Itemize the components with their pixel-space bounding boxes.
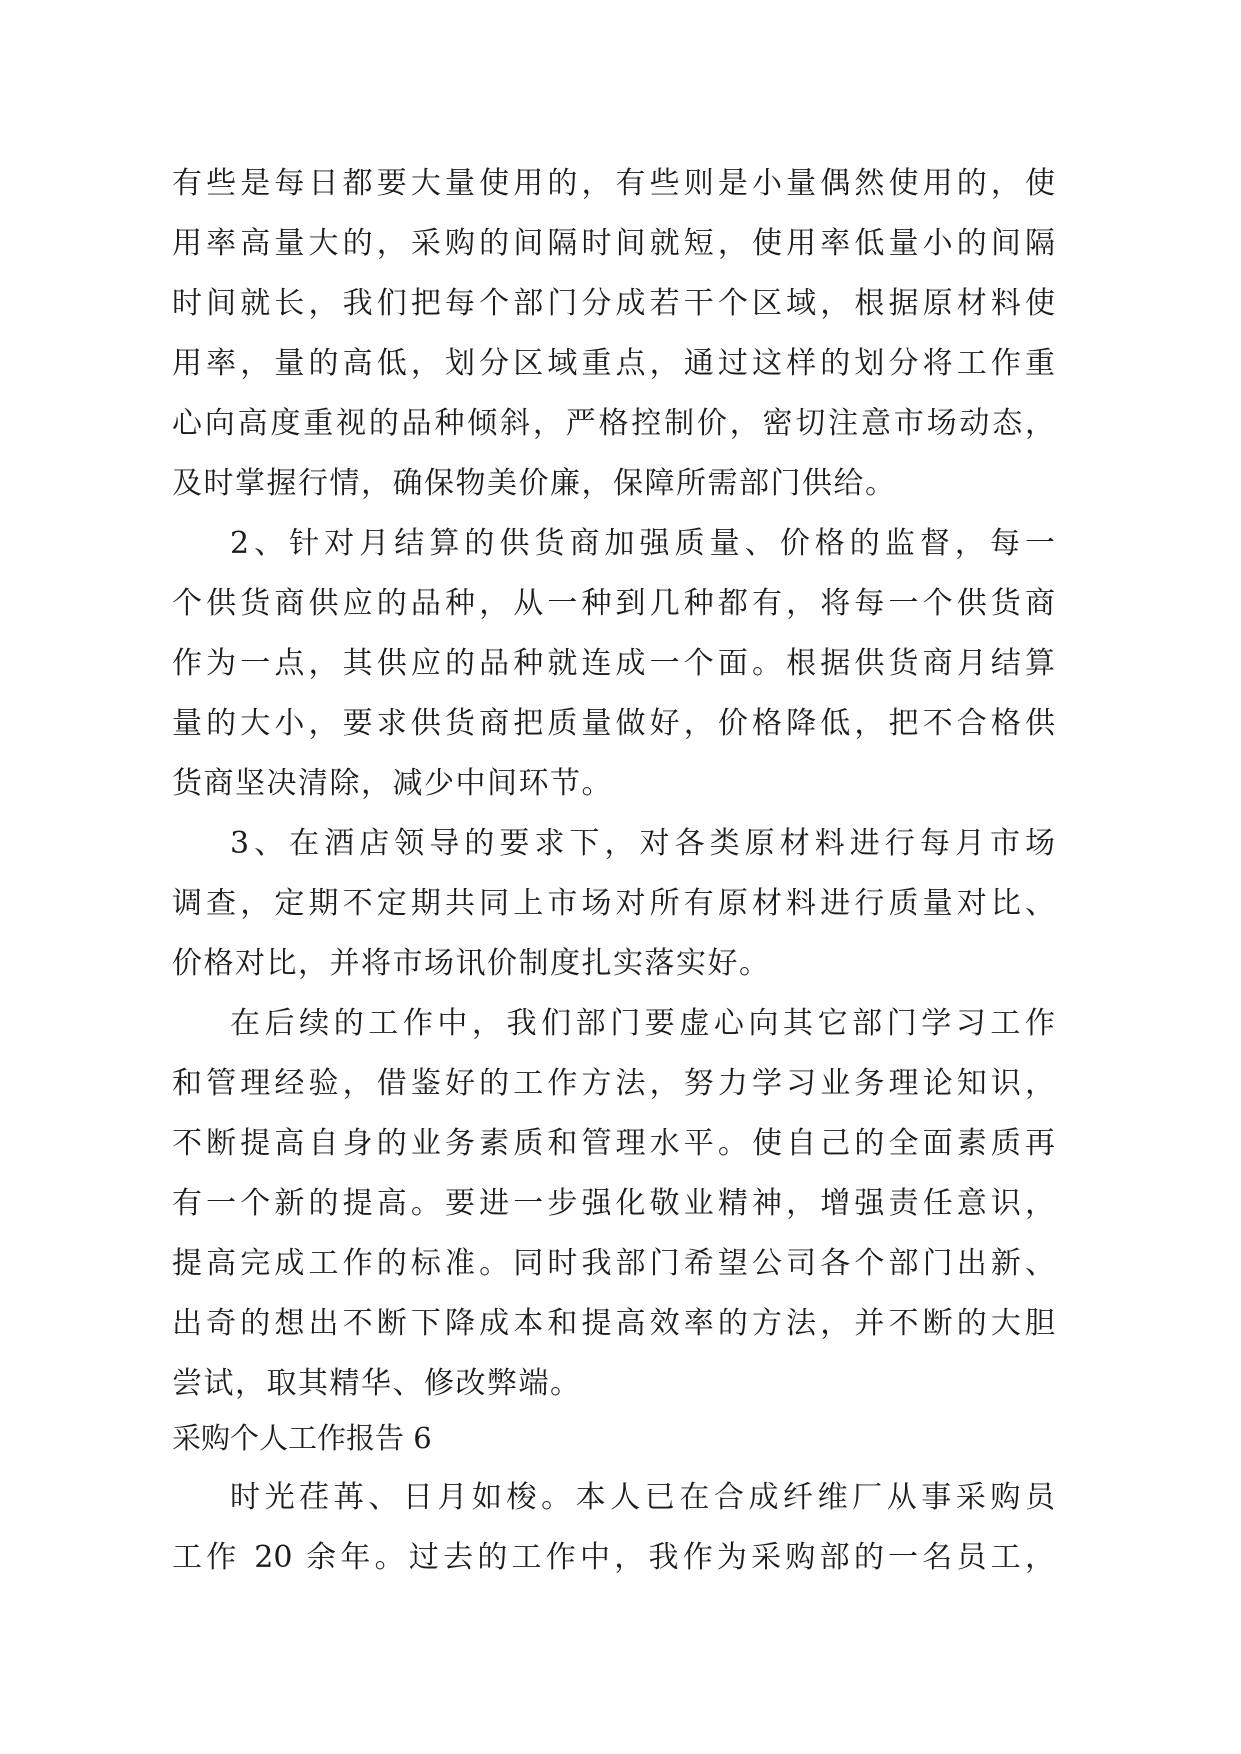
text-line: 量的大小，要求供货商把质量做好，价格降低，把不合格供 — [172, 706, 1055, 741]
text-line: 3、在酒店领导的要求下，对各类原材料进行每月市场 — [230, 826, 1055, 861]
text-line: 作为一点，其供应的品种就连成一个面。根据供货商月结算 — [172, 646, 1055, 681]
text-line: 及时掌握行情，确保物美价廉，保障所需部门供给。 — [172, 466, 897, 501]
paragraph — [172, 994, 1055, 1414]
text-line: 不断提高自身的业务素质和管理水平。使自己的全面素质再 — [172, 1126, 1055, 1161]
text-line: 有些是每日都要大量使用的，有些则是小量偶然使用的，使 — [172, 166, 1055, 201]
document-page — [172, 154, 1055, 1588]
text-line: 在后续的工作中，我们部门要虚心向其它部门学习工作 — [230, 1006, 1055, 1041]
text-line: 时光荏苒、日月如梭。本人已在合成纤维厂从事采购员 — [230, 1480, 1055, 1515]
text-line: 心向高度重视的品种倾斜，严格控制价，密切注意市场动态， — [172, 406, 1055, 441]
text-line: 有一个新的提高。要进一步强化敬业精神，增强责任意识， — [172, 1186, 1055, 1221]
text-line: 和管理经验，借鉴好的工作方法，努力学习业务理论知识， — [172, 1066, 1055, 1101]
text-line: 出奇的想出不断下降成本和提高效率的方法，并不断的大胆 — [172, 1306, 1055, 1341]
text-line: 尝试，取其精华、修改弊端。 — [172, 1366, 582, 1401]
text-line: 价格对比，并将市场讯价制度扎实落实好。 — [172, 946, 771, 981]
text-line: 用率，量的高低，划分区域重点，通过这样的划分将工作重 — [172, 346, 1055, 381]
text-line: 时间就长，我们把每个部门分成若干个区域，根据原材料使 — [172, 286, 1055, 321]
paragraph — [172, 1468, 1055, 1588]
text-line: 2、针对月结算的供货商加强质量、价格的监督，每一 — [230, 526, 1055, 561]
text-line: 个供货商供应的品种，从一种到几种都有，将每一个供货商 — [172, 586, 1055, 621]
section-heading: 采购个人工作报告 6 — [172, 1421, 432, 1455]
paragraph — [172, 814, 1055, 994]
text-line: 用率高量大的，采购的间隔时间就短，使用率低量小的间隔 — [172, 226, 1055, 261]
text-line: 货商坚决清除，减少中间环节。 — [172, 766, 613, 801]
paragraph — [172, 514, 1055, 814]
text-line: 工作 20 余年。过去的工作中，我作为采购部的一名员工， — [172, 1540, 1055, 1575]
text-line: 调查，定期不定期共同上市场对所有原材料进行质量对比、 — [172, 886, 1055, 921]
text-line: 提高完成工作的标准。同时我部门希望公司各个部门出新、 — [172, 1246, 1055, 1281]
paragraph — [172, 154, 1055, 514]
